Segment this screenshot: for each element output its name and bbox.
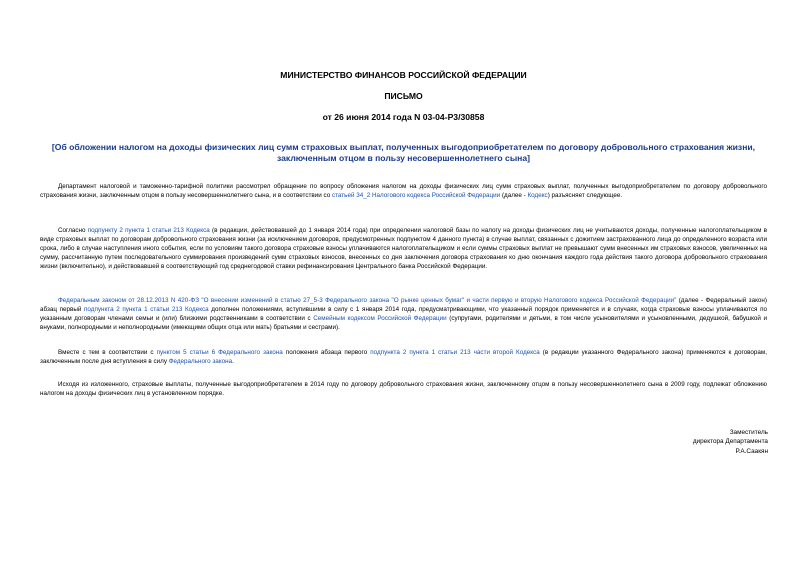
- document-type: ПИСЬМО: [384, 91, 423, 101]
- document-date-number: от 26 июня 2014 года N 03-04-Р3/30858: [322, 112, 485, 122]
- signature-department: директора Департамента: [692, 438, 768, 446]
- paragraph-5: Исходя из изложенного, страховые выплаты, полученные выгодоприобретателем в 2014 году по договору добровольного страхования жизни, заключенному отцом в пользу несовершеннолетнего сына в 2009 году, подлежат обложению налогом на доходы физических лиц в установленном порядке.: [40, 381, 767, 398]
- paragraph-1: Департамент налоговой и таможенно-тарифной политики рассмотрел обращение по вопросу обложения налогом на доходы физических лиц сумм страховых выплат, полученных выгодоприобретателем по договору добровольного страхования жизни, заключенным отцом в пользу несовершеннолетнего сына, и в соответствии со статьей 34_2 Налогового кодекса Российской Федерации (далее - Кодекс) разъясняет следующее.: [40, 183, 767, 200]
- signature-position: Заместитель: [729, 429, 768, 436]
- link-subpoint-2-article-213[interactable]: подпункта 2 пункта 1 статьи 213 Кодекса: [84, 306, 209, 314]
- paragraph-3: Федеральным законом от 28.12.2013 N 420-ФЗ "О внесении изменений в статью 27_5-3 Федерального закона "О рынке ценных бумаг" и части первую и вторую Налогового кодекса Российской Федерации" (далее - Федеральный закон) абзац первый подпункта 2 пункта 1 статьи 213 Кодекса дополнен положениями, вступившими в силу с 1 января 2014 года, предусматривающими, что указанный порядок применяется и в случаях, когда страховые взносы уплачиваются по указанным договорам членами семьи и (или) близкими родственниками в соответствии с Семейным кодексом Российской Федерации (супругами, родителями и детьми, в том числе усыновителями и усыновленными, дедушкой, бабушкой и внуками, полнородными и неполнородными (имеющими общих отца или мать) братьями и сестрами).: [40, 297, 768, 332]
- link-federal-law-420[interactable]: Федеральным законом от 28.12.2013 N 420-ФЗ "О внесении изменений в статью 27_5-3 Федерального закона "О рынке ценных бумаг" и части первую и вторую Налогового кодекса Российской Федерации": [58, 297, 677, 304]
- ministry-heading: МИНИСТЕРСТВО ФИНАНСОВ РОССИЙСКОЙ ФЕДЕРАЦИИ: [280, 70, 527, 80]
- link-family-code[interactable]: Семейным кодексом Российской Федерации: [313, 315, 447, 323]
- link-article-34-2[interactable]: статьей 34_2 Налогового кодекса Российской Федерации: [331, 192, 501, 200]
- link-code[interactable]: Кодекс: [527, 192, 548, 200]
- document-title: [Об обложении налогом на доходы физических лиц сумм страховых выплат, полученных выгодоприобретателем по договору добровольного страхования жизни, заключенным отцом в пользу несовершеннолетнего сына]: [51, 142, 756, 163]
- signature-block: [693, 428, 768, 456]
- link-subpoint-2-point-1-article-213[interactable]: подпункту 2 пункта 1 статьи 213 Кодекса: [87, 227, 210, 234]
- paragraph-2: Согласно подпункту 2 пункта 1 статьи 213 Кодекса (в редакции, действовавшей до 1 января 2014 года) при определении налоговой базы по налогу на доходы физических лиц не учитываются доходы, полученные налогоплательщиком в виде страховых выплат по договорам добровольного страхования жизни (за исключением договоров, предусмотренных подпунктом 4 данного пункта) в случае выплат, связанных с дожитием застрахованного лица до определенного возраста или срока, либо в случае наступления иного события, если по условиям такого договора страховые взносы уплачиваются налогоплательщиком и если суммы страховых выплат не превышают сумм внесенных им страховых взносов, увеличенных на сумму, рассчитанную путем последовательного суммирования произведений сумм страховых взносов, внесенных со дня заключения договора страхования ко дню окончания каждого года действия такого договора добровольного страхования жизни (включительно), и действовавшей в соответствующий год среднегодовой ставки рефинансирования Центрального банка Российской Федерации.: [40, 227, 768, 271]
- link-subpoint-2-article-213-part-2[interactable]: подпункта 2 пункта 1 статьи 213 части второй Кодекса: [370, 349, 540, 356]
- link-point-5-article-6[interactable]: пунктом 5 статьи 6 Федерального закона: [156, 349, 283, 356]
- link-federal-law[interactable]: Федерального закона: [168, 358, 233, 366]
- signature-name: Р.А.Саакян: [735, 447, 768, 455]
- paragraph-4: Вместе с тем в соответствии с пунктом 5 статьи 6 Федерального закона положения абзаца первого подпункта 2 пункта 1 статьи 213 части второй Кодекса (в редакции указанного Федерального закона) применяются к договорам, заключенным после дня вступления в силу Федерального закона.: [40, 349, 767, 366]
